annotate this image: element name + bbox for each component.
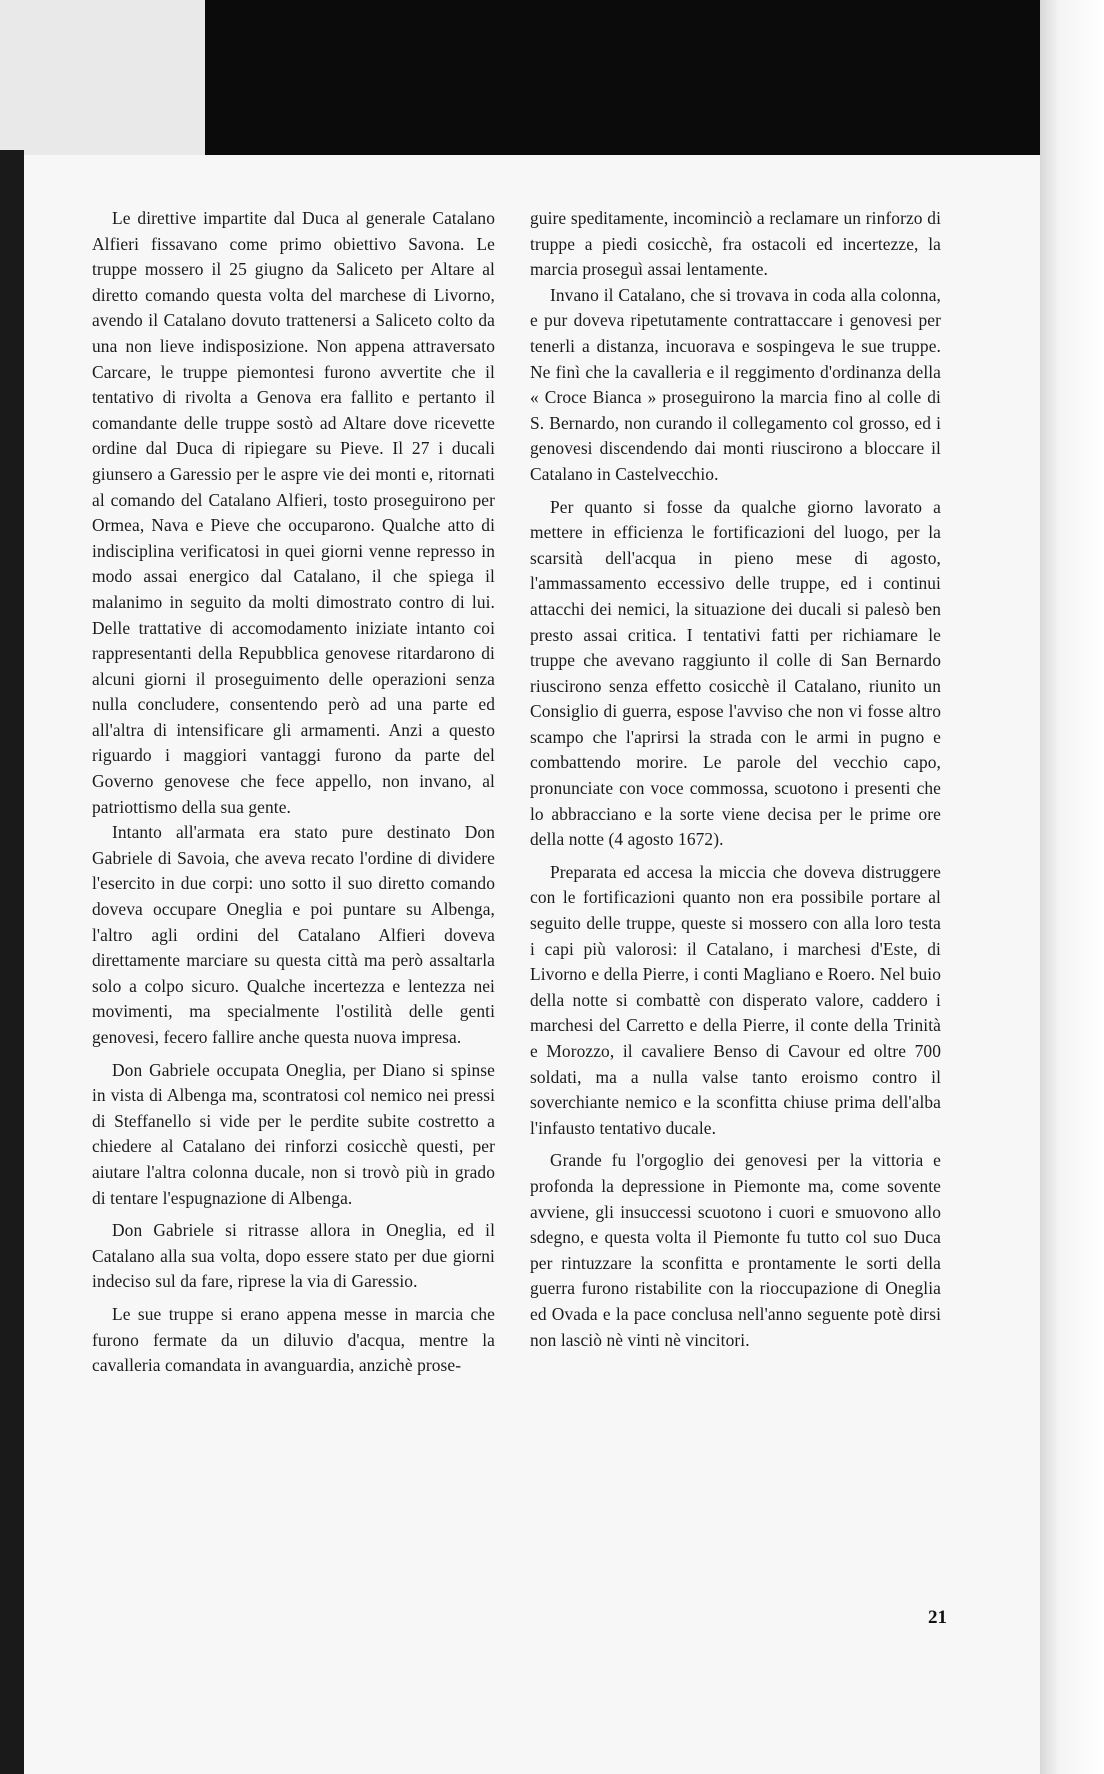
- paragraph: Le direttive impartite dal Duca al generale Catalano Alfieri fissavano come primo obiettivo Savona. Le truppe mossero il 25 giugno da Saliceto per Altare al diretto comando questa volta del marchese di Livorno, avendo il Catalano dovuto trattenersi a Saliceto colto da una non lieve indisposizione. Non appena attraversato Carcare, le truppe piemontesi furono avvertite che il tentativo di rivolta a Genova era fallito e pertanto il comandante delle truppe sostò ad Altare dove ricevette ordine dal Duca di ripiegare su Pieve. Il 27 i ducali giunsero a Garessio per le aspre vie dei monti e, ritornati al comando del Catalano Alfieri, tosto proseguirono per Ormea, Nava e Pieve che occuparono. Qualche atto di indisciplina verificatosi in quei giorni venne represso in modo assai energico dal Catalano, il che spiega il malanimo in seguito da molti dimostrato contro di lui. Delle trattative di accomodamento iniziate intanto coi rappresentanti della Repubblica genovese ritardarono di alcuni giorni il proseguimento delle operazioni senza nulla concludere, consentendo però ad una parte ed all'altra di intensificare gli armamenti. Anzi a questo riguardo i maggiori vantaggi furono da parte del Governo genovese che fece appello, non invano, al patriottismo della sua gente.: [92, 208, 495, 817]
- paragraph: Preparata ed accesa la miccia che doveva distruggere con le fortificazioni quanto non era possibile portare al seguito delle truppe, queste si mossero con alla loro testa i capi più valorosi: il Catalano, i marchesi d'Este, di Livorno e della Pierre, i conti Magliano e Roero. Nel buio della notte si combattè con disperato valore, caddero i marchesi del Carretto e della Pierre, il conte della Trinità e Morozzo, il cavaliere Benso di Cavour ed oltre 700 soldati, ma a nulla valse tanto eroismo contro il soverchiante nemico e la sconfitta chiuse prima dell'alba l'infausto tentativo ducale.: [530, 861, 941, 1138]
- paragraph: guire speditamente, incominciò a reclamare un rinforzo di truppe a piedi cosicchè, fra ostacoli ed incertezze, la marcia proseguì assai lentamente.: [530, 208, 941, 280]
- paragraph: Intanto all'armata era stato pure destinato Don Gabriele di Savoia, che aveva recato l'ordine di dividere l'esercito in due corpi: uno sotto il suo diretto comando doveva occupare Oneglia e poi puntare su Albenga, l'altro agli ordini del Catalano Alfieri doveva direttamente marciare su questa città ma però assaltarla solo a colpo sicuro. Qualche incertezza e lentezza nei movimenti, ma specialmente l'ostilità delle genti genovesi, fecero fallire anche questa nuova impresa.: [92, 822, 495, 1047]
- scan-light-right-edge: [1040, 0, 1104, 1774]
- scan-dark-left-edge: [0, 150, 24, 1774]
- paragraph: Don Gabriele si ritrasse allora in Oneglia, ed il Catalano alla sua volta, dopo essere stato per due giorni indeciso sul da fare, riprese la via di Garessio.: [92, 1220, 495, 1292]
- right-text-column: [530, 206, 941, 1353]
- paragraph: Per quanto si fosse da qualche giorno lavorato a mettere in efficienza le fortificazioni del luogo, per la scarsità dell'acqua in pieno mese di agosto, l'ammassamento eccessivo delle truppe, ed i continui attacchi dei nemici, la situazione dei ducali si palesò ben presto assai critica. I tentativi fatti per richiamare le truppe che avevano raggiunto il colle di San Bernardo riuscirono senza effetto cosicchè il Catalano, riunito un Consiglio di guerra, espose l'avviso che non vi fosse altro scampo che l'aprirsi la strada con le armi in pugno e combattendo morire. Le parole del vecchio capo, pronunciate con voce commossa, scuotono i presenti che lo abbracciano e la sorte viene decisa per le prime ore della notte (4 agosto 1672).: [530, 496, 941, 850]
- left-text-column: [92, 206, 495, 1379]
- scan-dark-top-band: [205, 0, 1104, 155]
- paragraph: Le sue truppe si erano appena messe in marcia che furono fermate da un diluvio d'acqua, mentre la cavalleria comandata in avanguardia, anzichè prose-: [92, 1303, 495, 1376]
- paragraph: Grande fu l'orgoglio dei genovesi per la vittoria e profonda la depressione in Piemonte ma, come sovente avviene, gli insuccessi scuotono i cuori e smuovono allo sdegno, e questa volta il Piemonte fu tutto col suo Duca per rintuzzare la sconfitta e prontamente le sorti della guerra furono ristabilite con la rioccupazione di Oneglia ed Ovada e la pace conclusa nell'anno seguente potè dirsi non lasciò nè vinti nè vincitori.: [530, 1150, 941, 1350]
- paragraph: Invano il Catalano, che si trovava in coda alla colonna, e pur doveva ripetutamente contrattaccare i genovesi per tenerli a distanza, incuorava e sospingeva le sue truppe. Ne finì che la cavalleria e il reggimento d'ordinanza della « Croce Bianca » proseguirono la marcia fino al colle di S. Bernardo, non curando il collegamento col grosso, ed i genovesi discendendo dai monti riuscirono a bloccare il Catalano in Castelvecchio.: [530, 284, 941, 484]
- page-number: 21: [928, 1607, 947, 1628]
- book-page: [24, 155, 1040, 1774]
- paragraph: Don Gabriele occupata Oneglia, per Diano si spinse in vista di Albenga ma, scontratosi col nemico nei pressi di Steffanello si vide per le perdite subite costretto a chiedere al Catalano dei rinforzi cosicchè questi, per aiutare l'altra colonna ducale, non si trovò più in grado di tentare l'espugnazione di Albenga.: [92, 1059, 495, 1208]
